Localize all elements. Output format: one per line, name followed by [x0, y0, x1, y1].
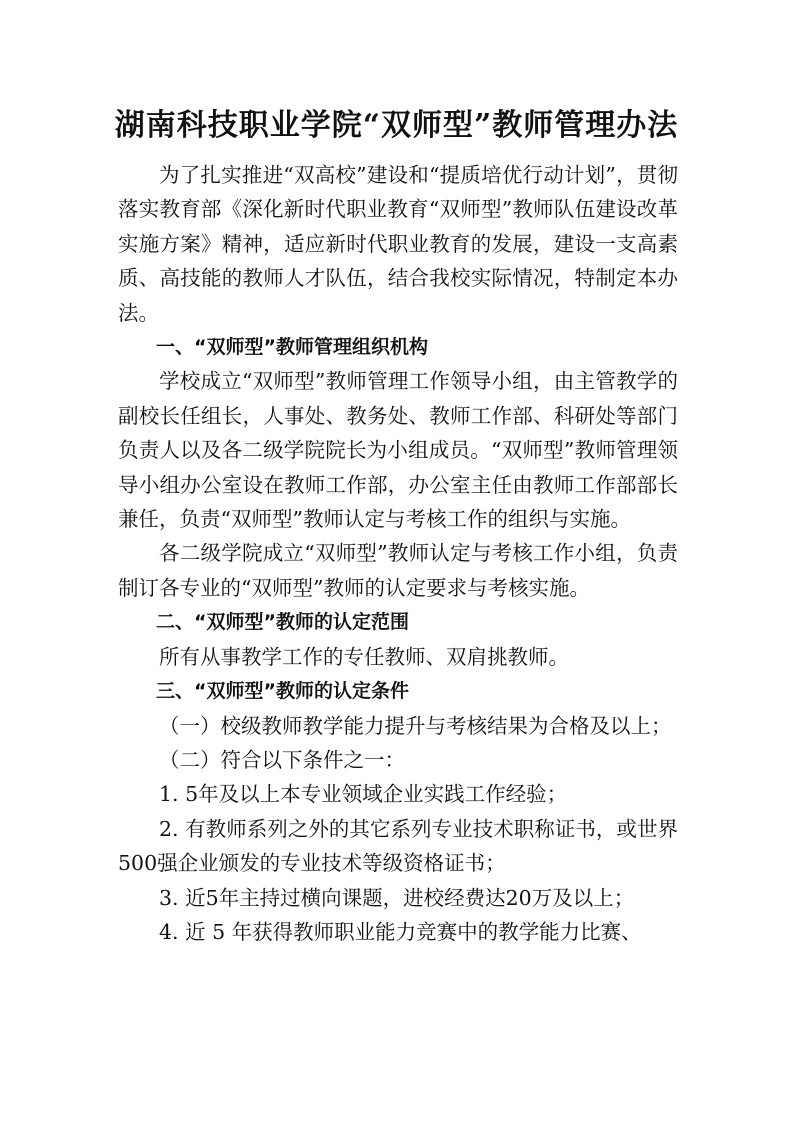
paragraph-intro: 为了扎实推进“双高校”建设和“提质培优行动计划”，贯彻落实教育部《深化新时代职业教育“双师型”教师队伍建设改革实施方案》精神，适应新时代职业教育的发展，建设一支高素质、高技能的教师人才队伍，结合我校实际情况，特制定本办法。: [118, 163, 678, 325]
paragraph-condition-1: （一）校级教师教学能力提升与考核结果为合格及以上；: [159, 713, 672, 738]
document-body: [118, 158, 678, 949]
section-heading-2: 二、“双师型”教师的认定范围: [156, 611, 409, 634]
list-item-2: 2. 有教师系列之外的其它系列专业技术职称证书，或世界500强企业颁发的专业技术等级资格证书；: [118, 816, 678, 876]
paragraph-organization: 学校成立“双师型”教师管理工作领导小组，由主管教学的副校长任组长，人事处、教务处、教师工作部、科研处等部门负责人以及各二级学院院长为小组成员。“双师型”教师管理领导小组办公室设在教师工作部，办公室主任由教师工作部部长兼任，负责“双师型”教师认定与考核工作的组织与实施。: [118, 369, 678, 532]
paragraph-college-groups: 各二级学院成立“双师型”教师认定与考核工作小组，负责制订各专业的“双师型”教师的认定要求与考核实施。: [118, 541, 678, 600]
list-item-3: 3. 近5年主持过横向课题，进校经费达20万及以上；: [159, 885, 635, 910]
section-heading-3: 三、“双师型”教师的认定条件: [156, 680, 409, 703]
paragraph-scope: 所有从事教学工作的专任教师、双肩挑教师。: [159, 644, 569, 669]
document-title: 湖南科技职业学院“双师型”教师管理办法: [114, 108, 679, 143]
list-item-4: 4. 近 5 年获得教师职业能力竞赛中的教学能力比赛、: [159, 919, 642, 944]
list-item-1: 1. 5年及以上本专业领域企业实践工作经验；: [159, 782, 568, 807]
paragraph-condition-2: （二）符合以下条件之一：: [159, 747, 405, 772]
section-heading-1: 一、“双师型”教师管理组织机构: [156, 336, 428, 359]
